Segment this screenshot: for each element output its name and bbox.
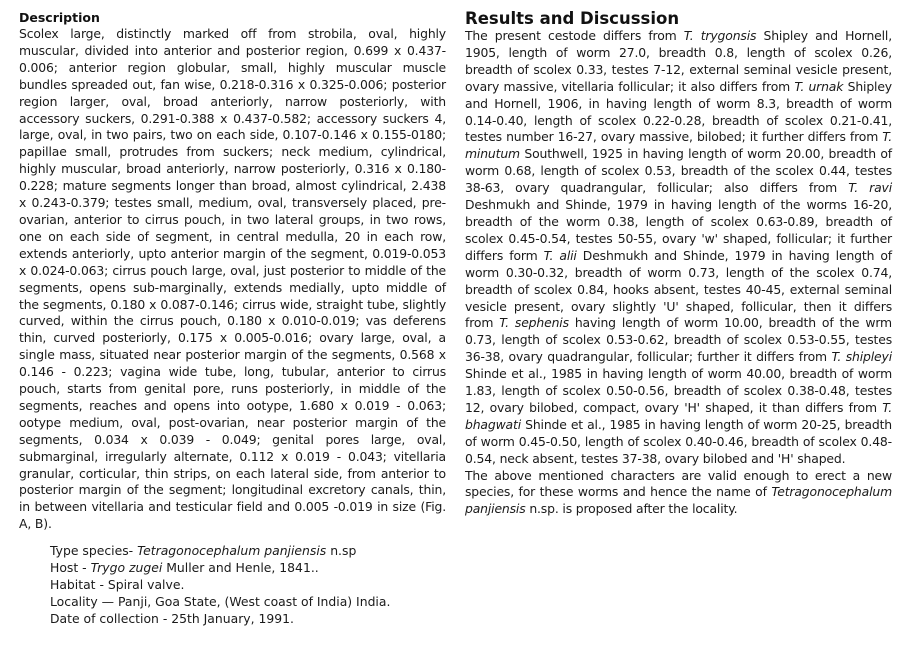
species-name: T. urnak [794,78,844,94]
habitat-line: Habitat - Spiral valve. [50,577,185,592]
species-name: T. ravi [848,180,892,196]
species-name: T. bhagwati [465,399,892,432]
host-line: Host - Trygo zugei Muller and Henle, 1841.. [50,560,319,575]
text-segment: Shipley and Hornell, 1906, in having length of worm 8.3, breadth of worm 0.14-0.40, length of scolex 0.22-0.28, breadth of scolex 0.21-0.41, testes number 16-27, ovary massive, bilobed; it further differs from [465,78,892,145]
collection-date-line: Date of collection - 25th January, 1991. [50,611,294,626]
text-segment: Shinde et al., 1985 in having length of worm 40.00, breadth of worm 1.83, length of scolex 0.50-0.56, breadth of scolex 0.38-0.48, testes 12, ovary bilobed, compact, ovary 'H' shaped, it than differs from [465,366,892,415]
species-name: T. minutum [465,129,892,162]
text-segment: The present cestode differs from [465,28,684,43]
description-paragraph: Scolex large, distinctly marked off from strobila, oval, highly muscular, divided into anterior and posterior region, 0.699 x 0.437-0.006; anterior region globular, small, highly muscular muscle bundles spreaded out, fan wise, 0.218-0.316 x 0.325-0.006; posterior region larger, oval, broad anteriorly, narrow posteriorly, with accessory suckers, 0.291-0.388 x 0.437-0.582; accessory suckers 4, large, oval, in two pairs, two on each side, 0.107-0.146 x 0.155-0180; papillae small, protrudes from suckers; neck medium, cylindrical, highly muscular, broad anteriorly, narrow posteriorly, 0.316 x 0.180-0.228; mature segments longer than broad, almost cylindrical, 2.438 x 0.243-0.379; testes small, medium, oval, transversely placed, pre-ovarian, anterior to cirrus pouch, in two lateral groups, in two rows, one on each side of segment, in central medulla, 20 in each row, extends anteriorly, upto anterior margin of the segment, 0.019-0.053 x 0.024-0.063; cirrus pouch large, oval, just posterior to middle of the segments, opens sub-marginally, extends medially, upto middle of the segments, 0.180 x 0.087-0.146; cirrus wide, straight tube, slightly curved, within the cirrus pouch, 0.180 x 0.010-0.019; vas deferens thin, curved posteriorly, 0.175 x 0.005-0.016; ovary large, oval, a single mass, situated near posterior margin of the segments, 0.568 x 0.146 - 0.223; vagina wide tube, long, tubular, anterior to cirrus pouch, starts from genital pore, runs posteriorly, in middle of the segments, reaches and opens into ootype, 1.680 x 0.019 - 0.063; ootype medium, oval, post-ovarian, near posterior margin of the segments, 0.034 x 0.039 - 0.049; genital pores large, oval, submarginal, irregularly alternate, 0.112 x 0.019 - 0.043; vitellaria granular, corticular, thin strips, on each lateral side, from anterior to posterior margin of the segment; longitudinal excretory canals, thin, in between vitellaria and testicular field and 0.005 -0.019 in size (Fig. A, B). [19,26,446,532]
description-column [19,9,446,533]
species-name: T. alii [543,247,577,263]
results-column [465,9,892,518]
text-segment: Deshmukh and Shinde, 1979 in having length of worm 0.30-0.32, breadth of worm 0.73, length of the scolex 0.74, breadth of scolex 0.84, hooks absent, testes 40-45, external seminal vesicle present, ovary slightly 'U' shaped, follicular, then it differs from [465,247,892,331]
species-name: T. sephenis [499,315,569,331]
proposed-species-name: Tetragonocephalum panjiensis [465,484,892,517]
species-name: T. trygonsis [683,28,757,43]
text-segment: Deshmukh and Shinde, 1979 in having length of the worms 16-20, breadth of the worm 0.38, length of scolex 0.63-0.89, breadth of scolex 0.45-0.54, testes 50-55, ovary 'w' shaped, follicular; it further differs form [465,197,892,263]
type-species-name: Tetragonocephalum panjiensis [137,543,327,558]
description-heading: Description [19,10,100,25]
text-segment: Shipley and Hornell, 1905, length of worm 27.0, breadth 0.8, length of scolex 0.26, breadth of scolex 0.33, testes 7-12, external seminal vesicle present, ovary massive, vitellaria follicular; it also differs from [465,28,893,94]
type-species-line: Type species- Tetragonocephalum panjiensis n.sp [50,543,357,558]
results-heading: Results and Discussion [465,9,680,28]
species-name: T. shipleyi [831,349,892,365]
text-segment: having length of worm 10.00, breadth of the wrm 0.73, length of scolex 0.53-0.62, breadth of scolex 0.53-0.55, testes 36-38, ovary quadrangular, follicular; further it differs from [465,315,892,365]
conclusion-paragraph: The above mentioned characters are valid enough to erect a new species, for these worms and hence the name of Tetragonocephalum panjiensis n.sp. is proposed after the locality. [465,467,892,517]
text-segment: Shinde et al., 1985 in having length of worm 20-25, breadth of worm 0.45-0.50, length of scolex 0.40-0.46, breadth of scolex 0.48-0.54, neck absent, testes 37-38, ovary bilobed and 'H' shaped. [465,416,892,466]
specimen-metadata [50,542,390,627]
locality-line: Locality — Panji, Goa State, (West coast of India) India. [50,594,391,609]
host-name: Trygo zugei [90,560,163,575]
text-segment: Southwell, 1925 in having length of worm 20.00, breadth of worm 0.68, length of scolex 0.53, breadth of the scolex 0.44, testes 38-63, ovary quadrangular, follicular; also differs from [465,146,892,196]
results-paragraph [465,28,892,468]
